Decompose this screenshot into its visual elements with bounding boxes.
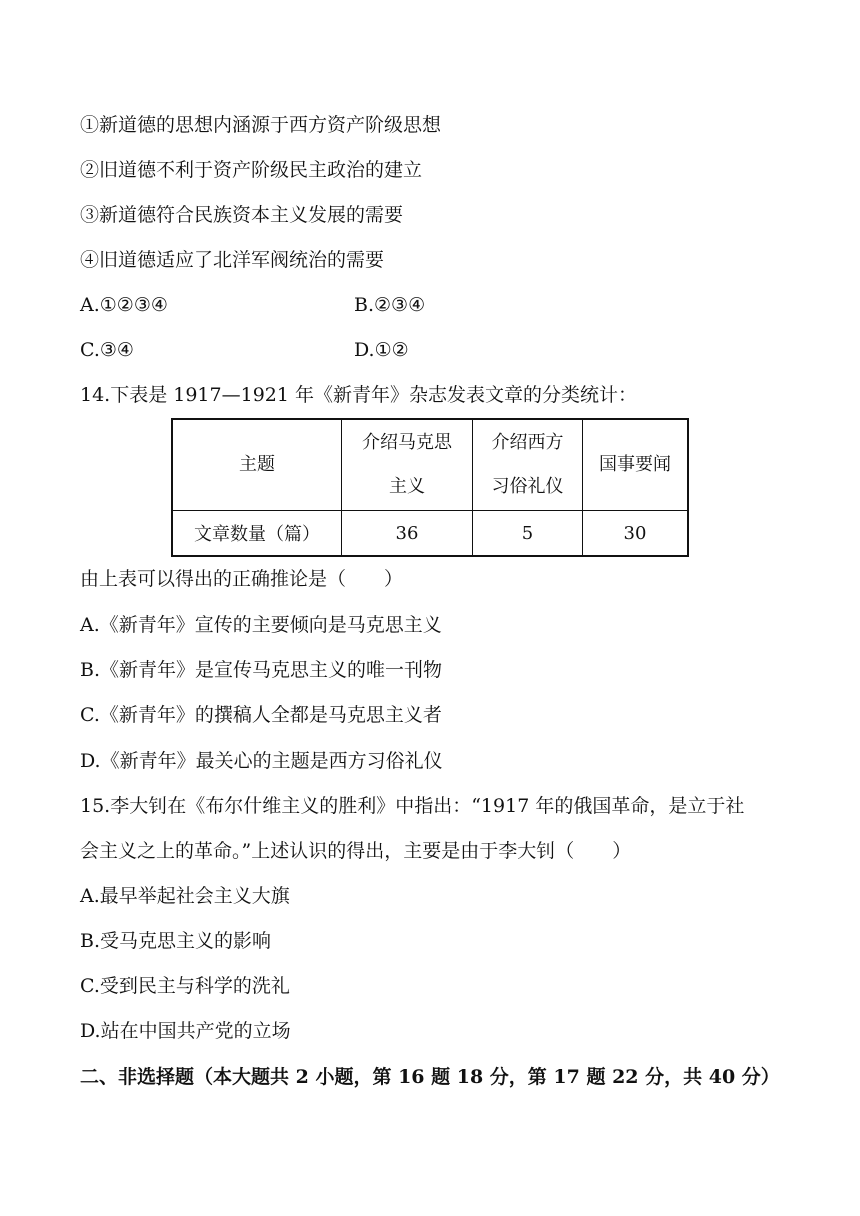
q13-option-a: A.①②③④ [80,294,168,316]
q14-option-a: A.《新青年》宣传的主要倾向是马克思主义 [80,614,442,636]
header-marxism-line2: 主义 [389,476,425,497]
q14-question: 由上表可以得出的正确推论是（ ） [80,568,404,590]
q14-option-c: C.《新青年》的撰稿人全都是马克思主义者 [80,704,442,726]
q15-stem-line2: 会主义之上的革命。”上述认识的得出，主要是由于李大钊（ ） [80,840,632,862]
q15-stem-line1: 15.李大钊在《布尔什维主义的胜利》中指出：“1917 年的俄国革命，是立于社 [80,795,745,817]
q14-option-b: B.《新青年》是宣传马克思主义的唯一刊物 [80,659,443,681]
header-western-line1: 介绍西方 [491,432,564,453]
q13-option-c: C.③④ [80,339,134,361]
statement-2: ②旧道德不利于资产阶级民主政治的建立 [80,159,423,181]
q15-option-b: B.受马克思主义的影响 [80,930,272,952]
header-topic: 主题 [172,419,342,511]
statement-3: ③新道德符合民族资本主义发展的需要 [80,204,404,226]
header-marxism-line1: 介绍马克思 [362,432,452,453]
q15-option-a: A.最早举起社会主义大旗 [80,885,290,907]
value-western-customs: 5 [473,511,583,557]
value-marxism: 36 [342,511,473,557]
q13-option-d: D.①② [354,339,409,361]
header-national-news: 国事要闻 [583,419,689,511]
header-marxism [342,419,473,511]
q13-option-b: B.②③④ [354,294,426,316]
q15-option-c: C.受到民主与科学的洗礼 [80,975,290,997]
header-western-line2: 习俗礼仪 [491,476,564,497]
table-header-row [172,419,688,511]
q14-option-d: D.《新青年》最关心的主题是西方习俗礼仪 [80,750,443,772]
value-national-news: 30 [583,511,689,557]
article-stats-table [171,418,689,557]
section-heading: 二、非选择题（本大题共 2 小题，第 16 题 18 分，第 17 题 22 分，共 40 分） [80,1066,780,1088]
row-label: 文章数量（篇） [172,511,342,557]
q15-option-d: D.站在中国共产党的立场 [80,1020,291,1042]
q14-stem: 14.下表是 1917—1921 年《新青年》杂志发表文章的分类统计： [80,384,638,406]
table-row [172,511,688,557]
header-western-customs [473,419,583,511]
statement-1: ①新道德的思想内涵源于西方资产阶级思想 [80,114,442,136]
statement-4: ④旧道德适应了北洋军阀统治的需要 [80,249,385,271]
